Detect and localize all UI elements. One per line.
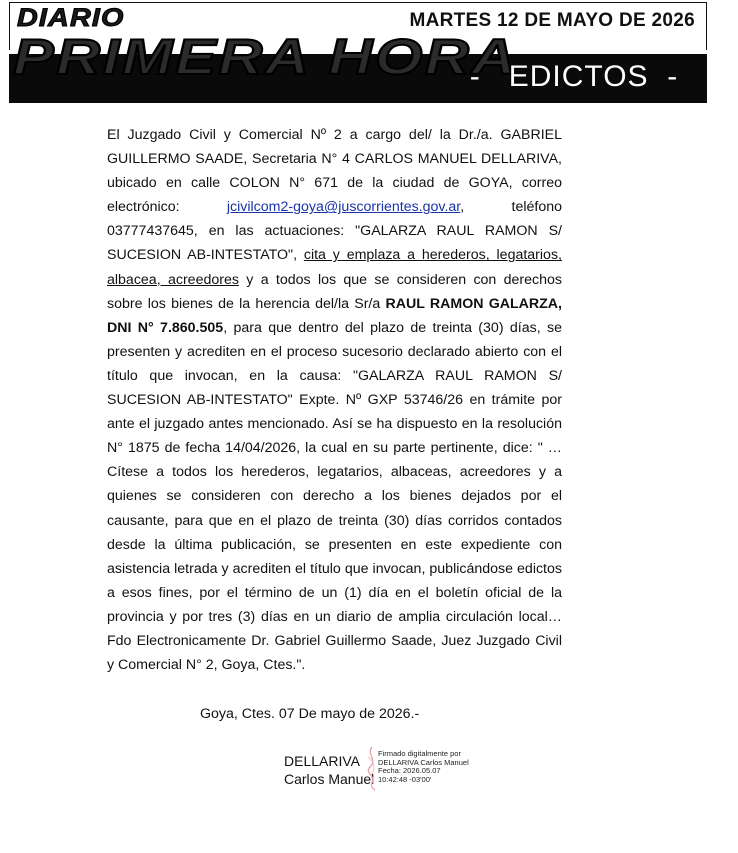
summons-underlined: cita y emplaza a herederos, legatarios, albacea, acreedores [107, 247, 562, 288]
text-segment-1: El Juzgado Civil y Comercial Nº 2 a cargo del/ la Dr./a. GABRIEL GUILLERMO SAADE, Secretaria N° 4 CARLOS MANUEL DELLARIVA, ubicado en calle COLON N° 671 de la ciudad de GOYA, correo electrónico: [107, 127, 562, 216]
digital-sign-line: 10:42:48 -03'00' [378, 774, 432, 784]
digital-sign-line: Fecha: 2026.05.07 [378, 766, 441, 776]
digital-sign-line: Firmado digitalmente por [378, 749, 461, 758]
email-link[interactable]: jcivilcom2-goya@juscorrientes.gov.ar [226, 199, 461, 216]
digital-signature-info [378, 750, 469, 784]
signer-given-name: Carlos Manuel [284, 771, 375, 787]
text-segment-4: , para que dentro del plazo de treinta (30) días, se presenten y acrediten en el proceso sucesorio declarado abierto con el título que invocan, en la causa: "GALARZA RAUL RAMON S/ SUCESION AB-INTESTATO" Expte. Nº GXP 53746/26 en trámite por ante el juzgado antes mencionado. Así se ha dispuesto en la resolución N° 1875 de fecha 14/04/2026, la cual en su parte pertinente, dice: " … Cítese a todos los herederos, legatarios, albaceas, acreedores y a quienes se consideren con derecho a los bienes dejados por el causante, para que en el plazo de treinta (30) días corridos contados desde la última publicación, se presenten en este expediente con asistencia letrada y acrediten el título que invocan, publicándose edictos a esos fines, por el término de un (1) día en el boletín oficial de la provincia y por tres (3) días en un diario de amplia circulación local… Fdo Electronicamente Dr. Gabriel Guillermo Saade, Juez Juzgado Civil y Comercial N° 2, Goya, Ctes.". [107, 319, 562, 674]
digital-sign-line: DELLARIVA Carlos Manuel [378, 757, 469, 767]
edict-paragraph [107, 123, 562, 677]
brand-main: PRIMERA HORA [13, 29, 518, 85]
section-title: - EDICTOS - [469, 60, 679, 93]
decedent-name: RAUL RAMON GALARZA, DNI N° 7.860.505 [107, 295, 562, 336]
signer-surname: DELLARIVA [284, 753, 360, 769]
text-segment-3: y a todos los que se consideren con derechos sobre los bienes de la herencia del/la Sr/a [107, 271, 563, 312]
masthead [9, 2, 707, 103]
brand-top: DIARIO [17, 4, 125, 32]
edict-body [107, 123, 562, 677]
signer-name [284, 752, 374, 788]
place-date: Goya, Ctes. 07 De mayo de 2026.- [200, 706, 420, 722]
issue-date: MARTES 12 DE MAYO DE 2026 [409, 10, 695, 31]
text-segment-2: , teléfono 03777437645, en las actuaciones: "GALARZA RAUL RAMON S/ SUCESION AB-INTESTATO", [107, 199, 563, 264]
